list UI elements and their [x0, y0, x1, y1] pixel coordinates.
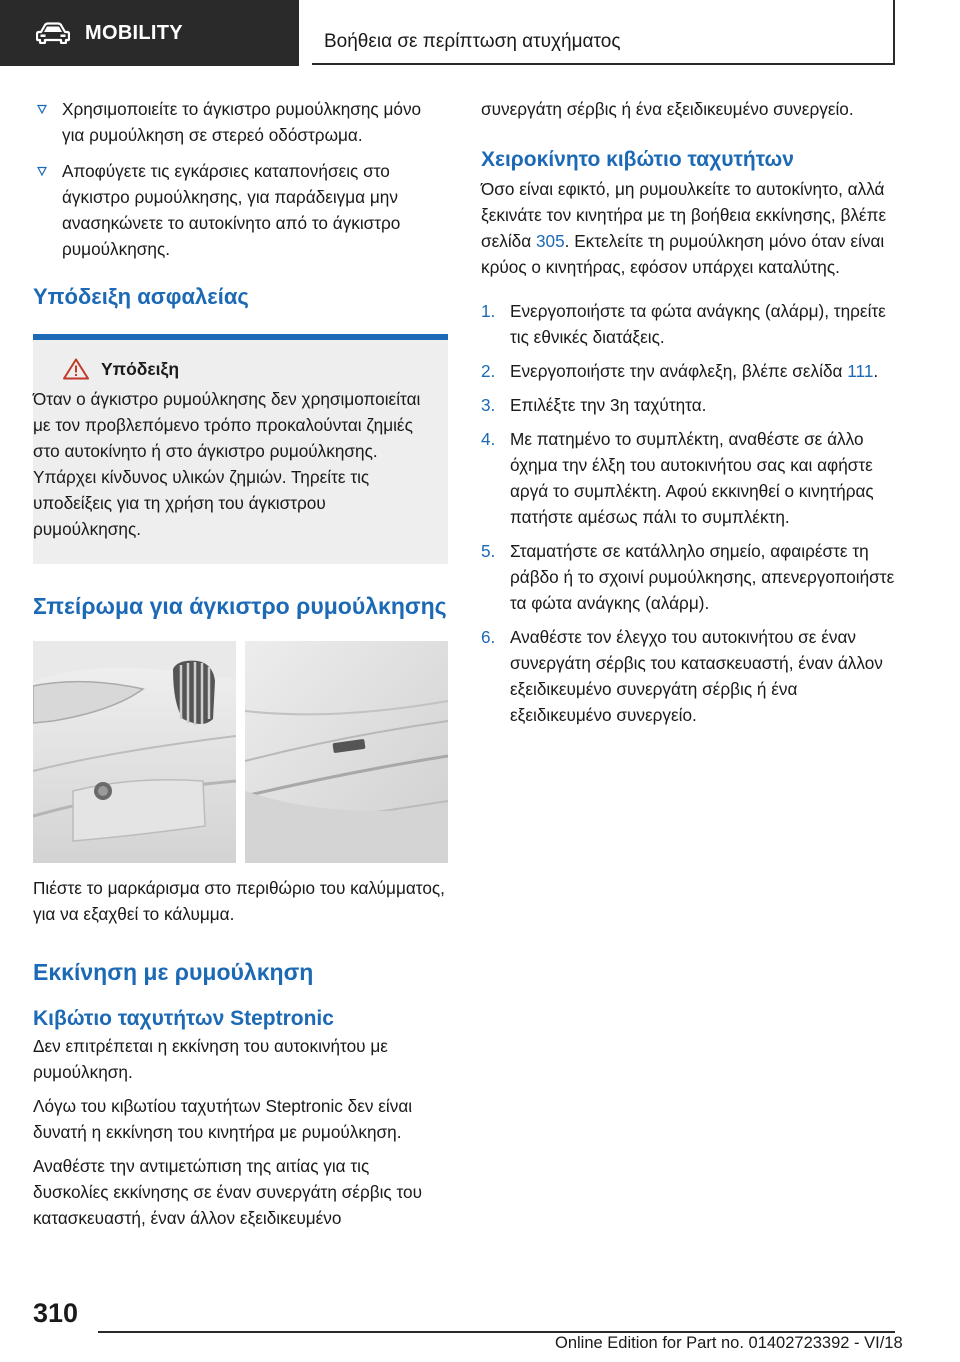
steptronic-paragraph: Αναθέστε την αντιμετώπιση της αιτίας για τις δυσκολίες εκκίνησης σε έναν συνεργάτη σέρβις του κατασκευαστή, έναν άλλον εξειδικευμένο — [33, 1156, 422, 1228]
manual-gearbox-heading: Χειροκίνητο κιβώτιο ταχυτήτων — [481, 148, 794, 171]
step-text: Ενεργοποιήστε τα φώτα ανάγκης (αλάρμ), τηρείτε τις εθνικές διατάξεις. — [510, 301, 886, 347]
edition-footer: Online Edition for Part no. 01402723392 - VI/18 — [555, 1334, 903, 1352]
chapter-title: Βοήθεια σε περίπτωση ατυχήματος — [324, 31, 621, 52]
section-tab[interactable] — [0, 0, 299, 66]
step-number: 2. — [481, 361, 496, 381]
page-link-305[interactable]: 305 — [535, 231, 565, 251]
step-item — [481, 358, 896, 384]
note-title: Υπόδειξη — [101, 358, 180, 379]
step-item — [481, 538, 896, 616]
bullet-triangle-icon — [37, 104, 47, 114]
step-text: Ενεργοποιήστε την ανάφλεξη, βλέπε σελίδα — [510, 361, 848, 381]
page-number: 310 — [33, 1298, 79, 1328]
step-text: Επιλέξτε την 3η ταχύτητα. — [510, 395, 707, 415]
footer-divider — [98, 1331, 895, 1333]
steptronic-paragraph: Λόγω του κιβωτίου ταχυτήτων Steptronic δεν είναι δυνατή η εκκίνηση του κινητήρα με ρυμούλκηση. — [33, 1096, 413, 1142]
step-item — [481, 392, 896, 418]
page-link-111[interactable]: 111 — [847, 361, 874, 381]
step-text-after: . — [873, 361, 879, 381]
note-header — [33, 340, 448, 380]
bullet-item — [33, 96, 448, 148]
steptronic-heading: Κιβώτιο ταχυτήτων Steptronic — [33, 1007, 334, 1030]
steps-list — [481, 298, 896, 728]
bullet-item — [33, 158, 448, 262]
step-text: Με πατημένο το συμπλέκτη, αναθέστε σε άλλο όχημα την έλξη του αυτοκινήτου σας και αφήστε αργά το συμπλέκτη. Αφού εκκινηθεί ο κινητήρας πατήστε αμέσως πάλι το συμπλέκτη. — [510, 429, 874, 527]
bullet-triangle-icon — [37, 166, 47, 176]
right-column — [481, 96, 896, 736]
step-number: 5. — [481, 541, 496, 561]
tow-start-heading: Εκκίνηση με ρυμούλκηση — [33, 959, 314, 985]
page-header — [0, 0, 960, 66]
section-tab-label: MOBILITY — [85, 21, 183, 44]
safety-heading: Υπόδειξη ασφαλείας — [33, 284, 249, 309]
manual-text-before: Όσο είναι εφικτό, μη ρυμουλκείτε το αυτοκίνητο, αλλά ξεκινάτε τον κινητήρα με τη βοήθεια εκκίνησης, βλέπε σελίδα — [481, 179, 887, 251]
thread-heading: Σπείρωμα για άγκιστρο ρυμούλκησης — [33, 593, 447, 619]
bullet-text: Αποφύγετε τις εγκάρσιες καταπονήσεις στο άγκιστρο ρυμούλκησης, για παράδειγμα μην ανασηκώνετε το αυτοκίνητο από το άγκιστρο ρυμούλκησης. — [62, 161, 401, 259]
step-item — [481, 298, 896, 350]
car-icon — [36, 22, 70, 44]
step-text: Αναθέστε τον έλεγχο του αυτοκινήτου σε έναν συνεργάτη σέρβις του κατασκευαστή, έναν άλλον εξειδικευμένο συνεργάτη σέρβις ή ένα εξειδικευμένο συνεργείο. — [510, 627, 883, 725]
step-text: Σταματήστε σε κατάλληλο σημείο, αφαιρέστε τη ράβδο ή το σχοινί ρυμούλκησης, απενεργοποιήστε τα φώτα ανάγκης (αλάρμ). — [510, 541, 895, 613]
bumper-illustration-image — [33, 641, 448, 863]
bullet-text: Χρησιμοποιείτε το άγκιστρο ρυμούλκησης μόνο για ρυμούλκηση σε στερεό οδόστρωμα. — [62, 99, 422, 145]
manual-gearbox-paragraph — [481, 176, 896, 280]
chapter-title-box — [312, 0, 895, 65]
bumper-illustration — [33, 641, 448, 863]
left-column — [33, 96, 448, 1231]
safety-note-box — [33, 334, 448, 564]
warning-triangle-icon — [63, 358, 89, 380]
step-number: 3. — [481, 395, 496, 415]
steptronic-paragraph: Δεν επιτρέπεται η εκκίνηση του αυτοκινήτου με ρυμούλκηση. — [33, 1036, 388, 1082]
step-number: 6. — [481, 627, 496, 647]
step-item — [481, 624, 896, 728]
note-text: Όταν ο άγκιστρο ρυμούλκησης δεν χρησιμοποιείται με τον προβλεπόμενο τρόπο προκαλούνται ζημιές στο αυτοκίνητο ή στο άγκιστρο ρυμούλκησης. Υπάρχει κίνδυνος υλικών ζημιών. Τηρείτε τις υποδείξεις για τη χρήση του άγκιστρου ρυμούλκησης. — [33, 389, 421, 539]
step-number: 4. — [481, 429, 496, 449]
step-number: 1. — [481, 301, 496, 321]
step-item — [481, 426, 896, 530]
manual-text-after: . Εκτελείτε τη ρυμούλκηση μόνο όταν είναι κρύος ο κινητήρας, εφόσον υπάρχει καταλύτης. — [481, 231, 885, 277]
continued-text: συνεργάτη σέρβις ή ένα εξειδικευμένο συνεργείο. — [481, 99, 854, 119]
figure-caption: Πιέστε το μαρκάρισμα στο περιθώριο του καλύμματος, για να εξαχθεί το κάλυμμα. — [33, 878, 445, 924]
